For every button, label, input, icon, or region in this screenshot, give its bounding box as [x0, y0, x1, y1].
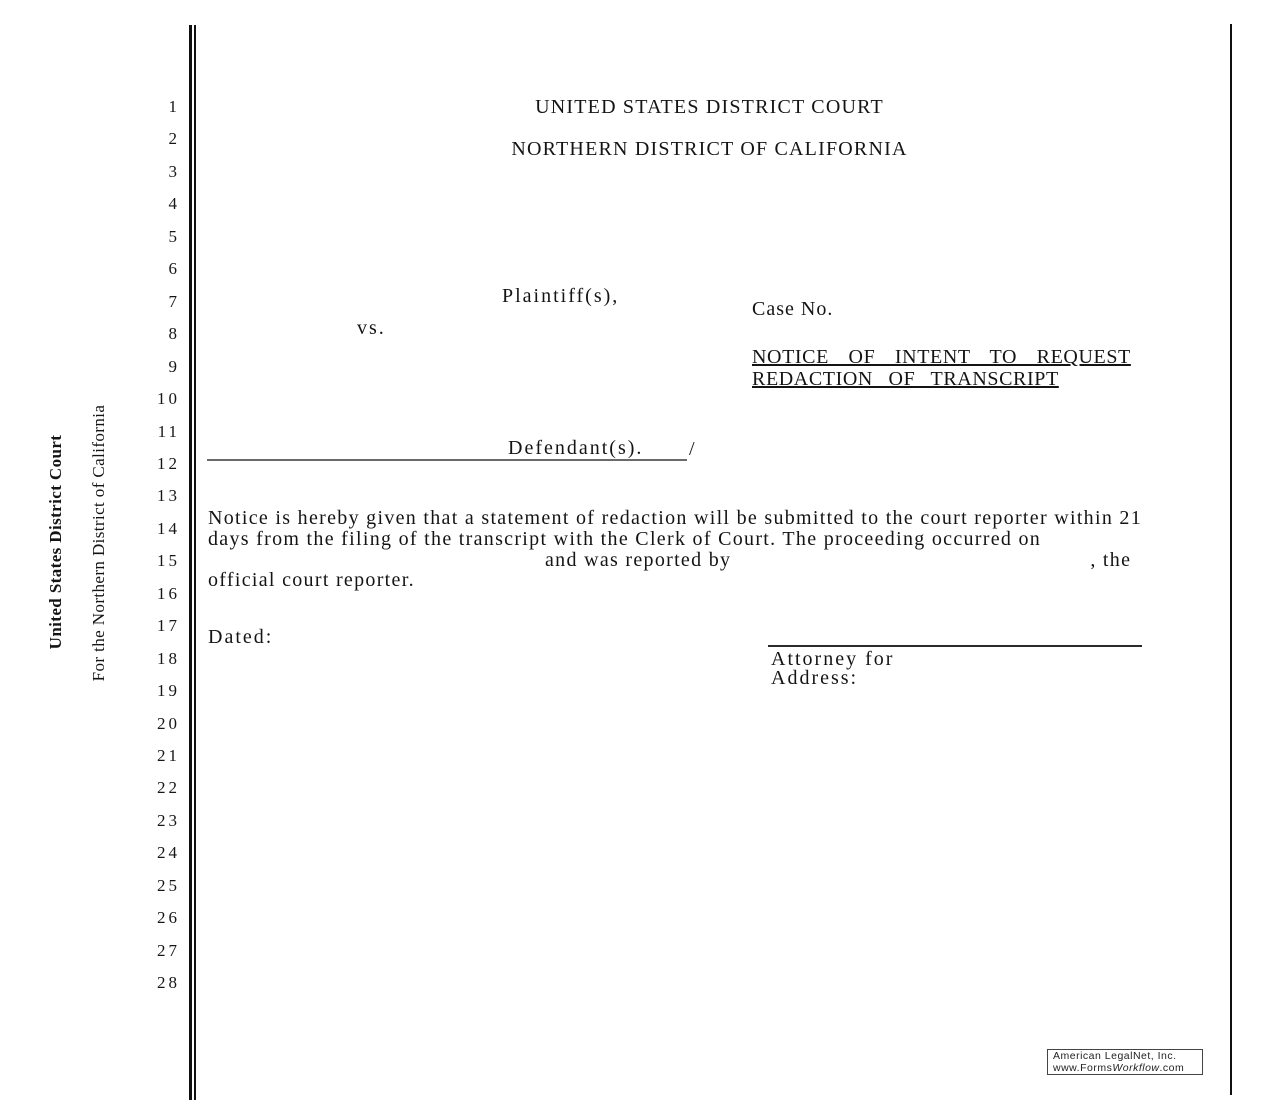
- line-number: 27: [157, 940, 180, 960]
- attorney-for-label: Attorney for: [771, 648, 895, 670]
- vs-label: vs.: [357, 317, 386, 339]
- line-number: 14: [157, 518, 180, 538]
- line-number: 5: [168, 226, 180, 246]
- line-number: 25: [157, 875, 180, 895]
- line-number: 2: [168, 129, 180, 149]
- dated-label: Dated:: [208, 626, 274, 648]
- line-number: 28: [157, 973, 180, 993]
- sidebar-court-name: United States District Court: [46, 434, 65, 650]
- dated-field[interactable]: [280, 626, 580, 648]
- line-number: 12: [157, 453, 180, 473]
- line-number: 3: [168, 161, 180, 181]
- legalnet-url-prefix: www.Forms: [1053, 1061, 1113, 1074]
- line-number: 17: [157, 616, 180, 636]
- header-district-title: NORTHERN DISTRICT OF CALIFORNIA: [511, 138, 908, 160]
- attorney-signature-line[interactable]: [768, 645, 1142, 647]
- caption-separator-line: [207, 459, 687, 461]
- body-text-line1: Notice is hereby given that a statement of redaction will be submitted to the court reporter within 21: [208, 507, 1143, 529]
- line-number: 10: [157, 389, 180, 409]
- legalnet-url-italic: Workflow: [1112, 1061, 1160, 1074]
- line-number: 24: [157, 843, 180, 863]
- line-number: 9: [168, 356, 180, 376]
- address-label: Address:: [771, 667, 859, 689]
- legalnet-url: [1053, 1063, 1202, 1075]
- line-number: 13: [157, 486, 180, 506]
- line-number: 22: [157, 778, 180, 798]
- document-title: [752, 346, 1131, 390]
- line-number: 1: [168, 97, 180, 116]
- document-title-line2: REDACTION OF TRANSCRIPT: [752, 368, 1059, 390]
- case-number-field[interactable]: [845, 298, 1175, 320]
- sidebar-district-name: For the Northern District of California: [89, 404, 108, 682]
- legalnet-company: American LegalNet, Inc.: [1053, 1050, 1177, 1062]
- line-number: 26: [157, 908, 180, 928]
- line-number: 23: [157, 810, 180, 830]
- body-text-line4: official court reporter.: [208, 569, 415, 591]
- address-field[interactable]: [865, 667, 1140, 687]
- legalnet-url-suffix: .com: [1159, 1061, 1185, 1074]
- line-number: 11: [157, 421, 180, 441]
- line-number: 6: [168, 259, 180, 279]
- line-number: 18: [157, 648, 180, 668]
- reporter-name-field[interactable]: [731, 553, 1090, 571]
- case-no-label: Case No.: [752, 298, 834, 320]
- legalnet-footer-box: [1047, 1049, 1203, 1075]
- attorney-for-field[interactable]: [900, 648, 1140, 668]
- body-text-line3-end: , the: [1090, 549, 1132, 571]
- right-margin-rule: [1230, 24, 1232, 1095]
- body-text-line2: days from the filing of the transcript with the Clerk of Court. The proceeding occurred on: [208, 528, 1042, 550]
- line-number: 20: [157, 713, 180, 733]
- left-double-rule-inner: [194, 25, 196, 1100]
- header-court-title: UNITED STATES DISTRICT COURT: [535, 96, 884, 118]
- left-double-rule-outer: [189, 25, 192, 1100]
- defendant-label: Defendant(s).: [508, 437, 644, 459]
- body-text-line3-mid: and was reported by: [545, 549, 732, 571]
- line-number: 4: [168, 194, 180, 214]
- line-number: 21: [157, 746, 180, 765]
- plaintiff-label: Plaintiff(s),: [502, 285, 620, 307]
- line-number: 7: [168, 291, 180, 311]
- line-number: 15: [157, 551, 180, 571]
- line-number: 19: [157, 681, 180, 701]
- caption-slash: /: [689, 438, 696, 460]
- document-title-line1: NOTICE OF INTENT TO REQUEST: [752, 346, 1131, 368]
- line-number: 8: [168, 324, 180, 344]
- body-text-line3: [208, 550, 1131, 571]
- line-number: 16: [157, 583, 180, 603]
